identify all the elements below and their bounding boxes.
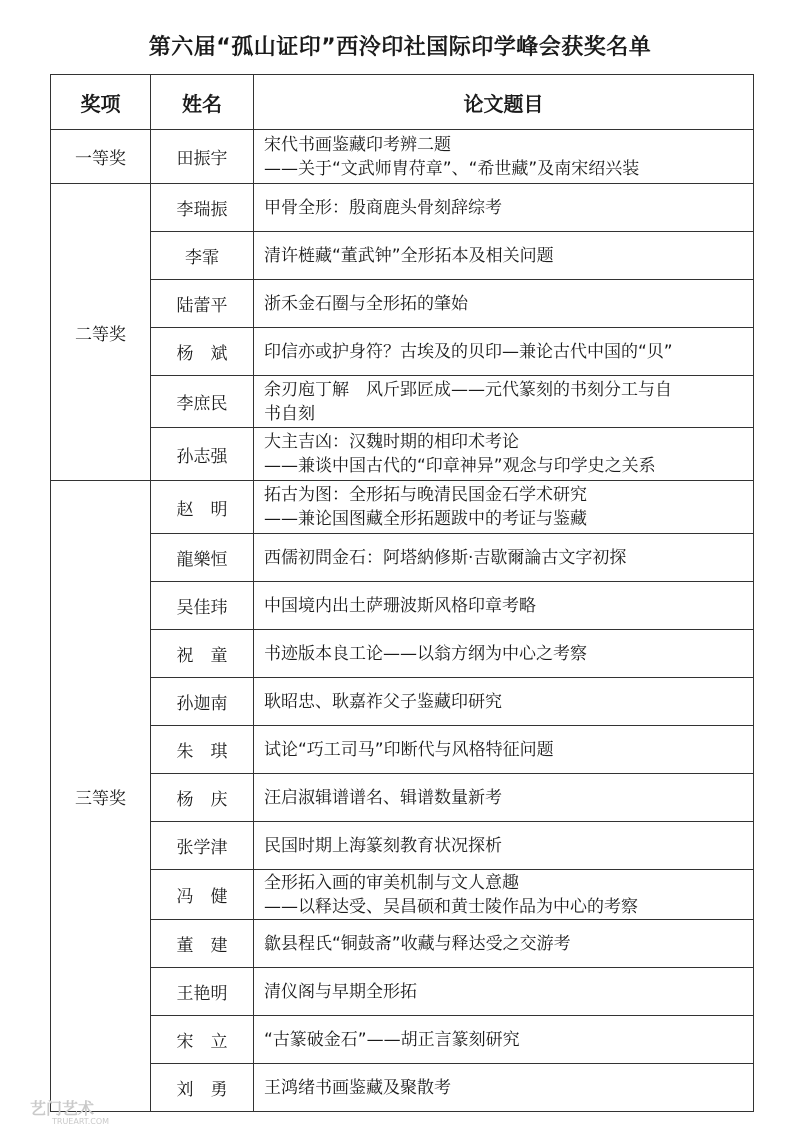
topic-line: 浙禾金石圈与全形拓的肇始 — [264, 293, 468, 314]
name-cell: 李瑞振 — [151, 184, 254, 232]
table-row — [51, 481, 754, 534]
topic-line: 书自刻 — [264, 403, 315, 424]
name-cell: 孙志强 — [151, 428, 254, 481]
topic-cell — [254, 870, 754, 920]
topic-cell — [254, 726, 754, 774]
watermark-logo: 艺门艺术 TRUEART.COM — [30, 1099, 110, 1126]
name-cell: 杨 斌 — [151, 328, 254, 376]
table-row — [51, 376, 754, 428]
name-cell: 孙迦南 — [151, 678, 254, 726]
topic-line: 拓古为图：全形拓与晚清民国金石学术研究 — [264, 485, 587, 505]
topic-cell — [254, 376, 754, 428]
table-row — [51, 328, 754, 376]
header-award: 奖项 — [51, 75, 151, 130]
name-cell: 董 建 — [151, 920, 254, 968]
topic-cell — [254, 232, 754, 280]
table-row — [51, 726, 754, 774]
topic-line: ——兼谈中国古代的“印章神异”观念与印学史之关系 — [264, 456, 656, 476]
topic-cell — [254, 534, 754, 582]
name-cell: 朱 琪 — [151, 726, 254, 774]
name-cell: 龍樂恒 — [151, 534, 254, 582]
topic-line: 中国境内出土萨珊波斯风格印章考略 — [264, 595, 536, 616]
table-row — [51, 870, 754, 920]
topic-cell — [254, 1016, 754, 1064]
table-row — [51, 1064, 754, 1112]
topic-line: 余刃庖丁解 风斤郢匠成——元代篆刻的书刻分工与自 — [264, 379, 672, 400]
topic-cell — [254, 774, 754, 822]
name-cell: 刘 勇 — [151, 1064, 254, 1112]
table-header-row — [51, 75, 754, 130]
table-row — [51, 678, 754, 726]
header-topic: 论文题目 — [254, 75, 754, 130]
award-table — [50, 74, 754, 1112]
topic-line: 清许梿藏“董武钟”全形拓本及相关问题 — [264, 245, 554, 266]
topic-line: 王鸿绪书画鉴藏及聚散考 — [264, 1077, 451, 1098]
topic-cell — [254, 130, 754, 184]
topic-cell — [254, 968, 754, 1016]
table-row — [51, 184, 754, 232]
topic-line: 耿昭忠、耿嘉祚父子鉴藏印研究 — [264, 691, 502, 712]
topic-line: 宋代书画鉴藏印考辨二题 — [264, 134, 451, 155]
table-row — [51, 774, 754, 822]
table-row — [51, 232, 754, 280]
name-cell: 冯 健 — [151, 870, 254, 920]
topic-cell — [254, 822, 754, 870]
topic-cell — [254, 328, 754, 376]
topic-line: 民国时期上海篆刻教育状况探析 — [264, 835, 502, 856]
topic-line: ——以释达受、吴昌硕和黄士陵作品为中心的考察 — [264, 896, 638, 917]
topic-cell — [254, 428, 754, 481]
table-row — [51, 280, 754, 328]
topic-cell — [254, 678, 754, 726]
table-row — [51, 630, 754, 678]
table-row — [51, 130, 754, 184]
topic-line: “古篆破金石”——胡正言篆刻研究 — [264, 1029, 520, 1050]
table-row — [51, 1016, 754, 1064]
topic-line: 全形拓入画的审美机制与文人意趣 — [264, 872, 519, 893]
name-cell: 杨 庆 — [151, 774, 254, 822]
topic-line: 大主吉凶：汉魏时期的相印术考论 — [264, 432, 519, 452]
award-cell: 二等奖 — [51, 184, 151, 481]
topic-line: 歙县程氏“铜鼓斋”收藏与释达受之交游考 — [264, 933, 571, 954]
topic-line: 印信亦或护身符？古埃及的贝印—兼论古代中国的“贝” — [264, 341, 673, 362]
name-cell: 王艳明 — [151, 968, 254, 1016]
topic-cell — [254, 920, 754, 968]
award-cell: 一等奖 — [51, 130, 151, 184]
table-row — [51, 968, 754, 1016]
name-cell: 祝 童 — [151, 630, 254, 678]
topic-line: 甲骨全形：殷商鹿头骨刻辞综考 — [264, 197, 502, 218]
name-cell: 吴佳玮 — [151, 582, 254, 630]
topic-line: 西儒初問金石：阿塔納修斯·吉歇爾論古文字初探 — [264, 547, 627, 568]
table-row — [51, 822, 754, 870]
name-cell: 田振宇 — [151, 130, 254, 184]
name-cell: 陆蕾平 — [151, 280, 254, 328]
topic-line: 书迹版本良工论——以翁方纲为中心之考察 — [264, 643, 587, 664]
topic-cell — [254, 481, 754, 534]
table-row — [51, 534, 754, 582]
topic-line: 清仪阁与早期全形拓 — [264, 981, 417, 1002]
topic-line: 汪启淑辑谱谱名、辑谱数量新考 — [264, 787, 502, 808]
name-cell: 宋 立 — [151, 1016, 254, 1064]
topic-line: ——关于“文武师胄苻章”、“希世藏”及南宋绍兴装 — [264, 158, 640, 179]
topic-cell — [254, 630, 754, 678]
table-row — [51, 428, 754, 481]
topic-line: 试论“巧工司马”印断代与风格特征问题 — [264, 739, 554, 760]
name-cell: 李庶民 — [151, 376, 254, 428]
header-name: 姓名 — [151, 75, 254, 130]
topic-cell — [254, 582, 754, 630]
table-row — [51, 920, 754, 968]
name-cell: 张学津 — [151, 822, 254, 870]
award-cell: 三等奖 — [51, 481, 151, 1112]
topic-cell — [254, 1064, 754, 1112]
table-row — [51, 582, 754, 630]
topic-line: ——兼论国图藏全形拓题跋中的考证与鉴藏 — [264, 509, 587, 529]
name-cell: 赵 明 — [151, 481, 254, 534]
page-title: 第六届“孤山证印”西泠印社国际印学峰会获奖名单 — [148, 35, 652, 60]
name-cell: 李霏 — [151, 232, 254, 280]
topic-cell — [254, 280, 754, 328]
topic-cell — [254, 184, 754, 232]
